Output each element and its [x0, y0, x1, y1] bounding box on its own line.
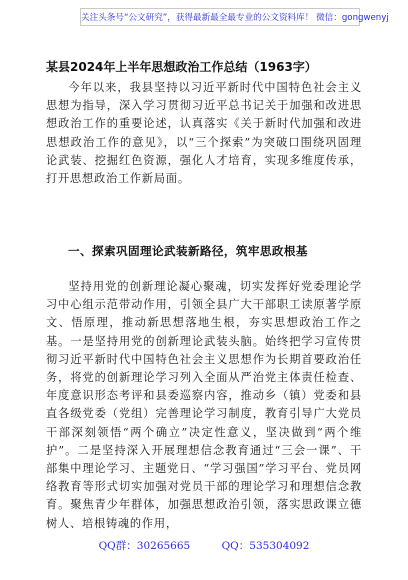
- promo-header-text: 关注头条号“公文研究”，获得最新最全最专业的公文资料库！ 微信：gongwenyj: [81, 13, 389, 23]
- promo-header-box: [80, 8, 389, 26]
- section-heading-1: 一、探索巩固理论武装新路径，筑牢思政根基: [68, 244, 308, 258]
- footer-contacts: [0, 538, 408, 553]
- footer-qq: QQ：535304092: [221, 540, 310, 552]
- section-1-paragraph: 坚持用党的创新理论凝心聚魂，切实发挥好党委理论学习中心组示范带动作用，引领全县广大干部职工读原著学原文、悟原理，推动新思想落地生根，夯实思想政治工作之基。一是坚持用党的创新理论武装头脑。始终把学习宣传贯彻习近平新时代中国特色社会主义思想作为长期首要政治任务，将党的创新理论学习列入全面从严治党主体责任检查、年度意识形态考评和县委巡察内容，推动乡（镇）党委和县直各级党委（党组）完善理论学习制度，教育引导广大党员干部深刻领悟“两个确立”决定性意义，坚决做到“两个维护”。二是坚持深入开展理想信念教育通过“三会一课”、干部集中理论学习、主题党日、“学习强国”学习平台、党员网络教育等形式切实加强对党员干部的理论学习和理想信念教育。聚焦青少年群体，加强思想政治引领，落实思政课立德树人、培根铸魂的作用，: [46, 280, 362, 530]
- footer-qq-group: QQ群：30265665: [98, 540, 191, 552]
- document-title: 某县2024年上半年思想政治工作总结（1963字）: [46, 60, 317, 74]
- intro-paragraph: 今年以来，我县坚持以习近平新时代中国特色社会主义思想为指导，深入学习贯彻习近平总书记关于加强和改进思想政治工作的重要论述，认真落实《关于新时代加强和改进思想政治工作的意见》，以“三个探索”为突破口围绕巩固理论武装、挖掘红色资源，强化人才培育，实现多维度传承，打开思想政治工作新局面。: [46, 81, 362, 186]
